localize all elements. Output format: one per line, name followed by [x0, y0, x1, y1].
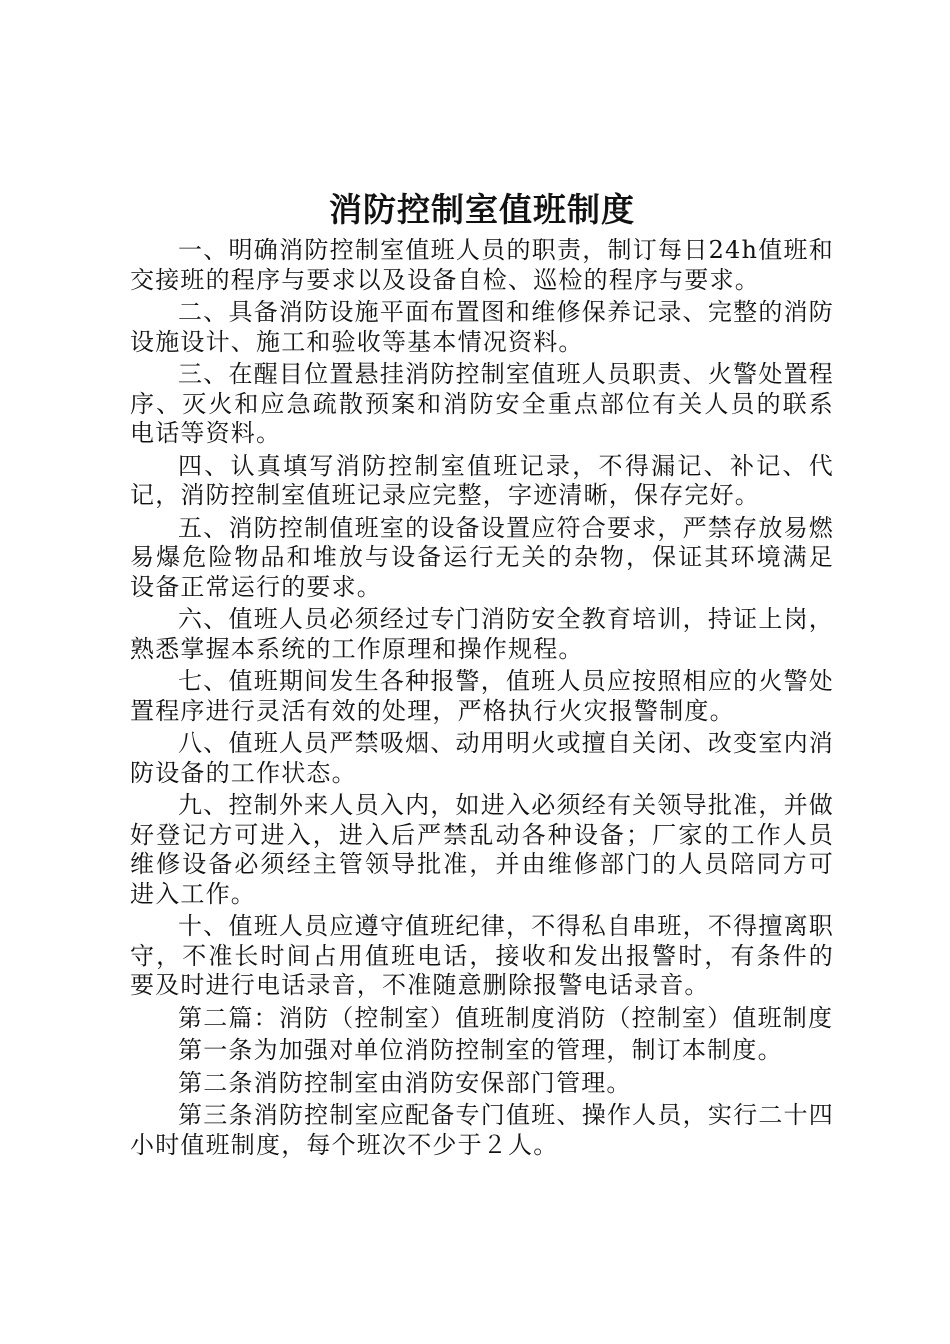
paragraph: 六、值班人员必须经过专门消防安全教育培训，持证上岗，熟悉掌握本系统的工作原理和操作规程。	[130, 605, 834, 663]
document-page	[130, 188, 834, 1163]
paragraph: 三、在醒目位置悬挂消防控制室值班人员职责、火警处置程序、灭火和应急疏散预案和消防安全重点部位有关人员的联系电话等资料。	[130, 360, 834, 447]
paragraph: 一、明确消防控制室值班人员的职责，制订每日24h值班和交接班的程序与要求以及设备自检、巡检的程序与要求。	[130, 236, 834, 294]
paragraph: 八、值班人员严禁吸烟、动用明火或擅自关闭、改变室内消防设备的工作状态。	[130, 729, 834, 787]
section-heading: 第二篇：消防（控制室）值班制度消防（控制室）值班制度	[178, 1003, 834, 1032]
paragraph: 第三条消防控制室应配备专门值班、操作人员，实行二十四小时值班制度，每个班次不少于２人。	[130, 1101, 834, 1159]
paragraph: 第二条消防控制室由消防安保部门管理。	[178, 1068, 632, 1097]
paragraph: 九、控制外来人员入内，如进入必须经有关领导批准，并做好登记方可进入，进入后严禁乱动各种设备；厂家的工作人员维修设备必须经主管领导批准，并由维修部门的人员陪同方可进入工作。	[130, 791, 834, 908]
document-title: 消防控制室值班制度	[329, 190, 635, 229]
paragraph: 第一条为加强对单位消防控制室的管理，制订本制度。	[178, 1036, 783, 1064]
paragraph: 五、消防控制值班室的设备设置应符合要求，严禁存放易燃易爆危险物品和堆放与设备运行无关的杂物，保证其环境满足设备正常运行的要求。	[130, 513, 834, 601]
paragraph: 四、认真填写消防控制室值班记录，不得漏记、补记、代记，消防控制室值班记录应完整，字迹清晰，保存完好。	[130, 451, 834, 509]
paragraph: 二、具备消防设施平面布置图和维修保养记录、完整的消防设施设计、施工和验收等基本情况资料。	[130, 298, 834, 356]
paragraph: 七、值班期间发生各种报警，值班人员应按照相应的火警处置程序进行灵活有效的处理，严格执行火灾报警制度。	[130, 667, 834, 725]
paragraph: 十、值班人员应遵守值班纪律，不得私自串班，不得擅离职守，不准长时间占用值班电话，接收和发出报警时，有条件的要及时进行电话录音，不准随意删除报警电话录音。	[130, 912, 834, 999]
